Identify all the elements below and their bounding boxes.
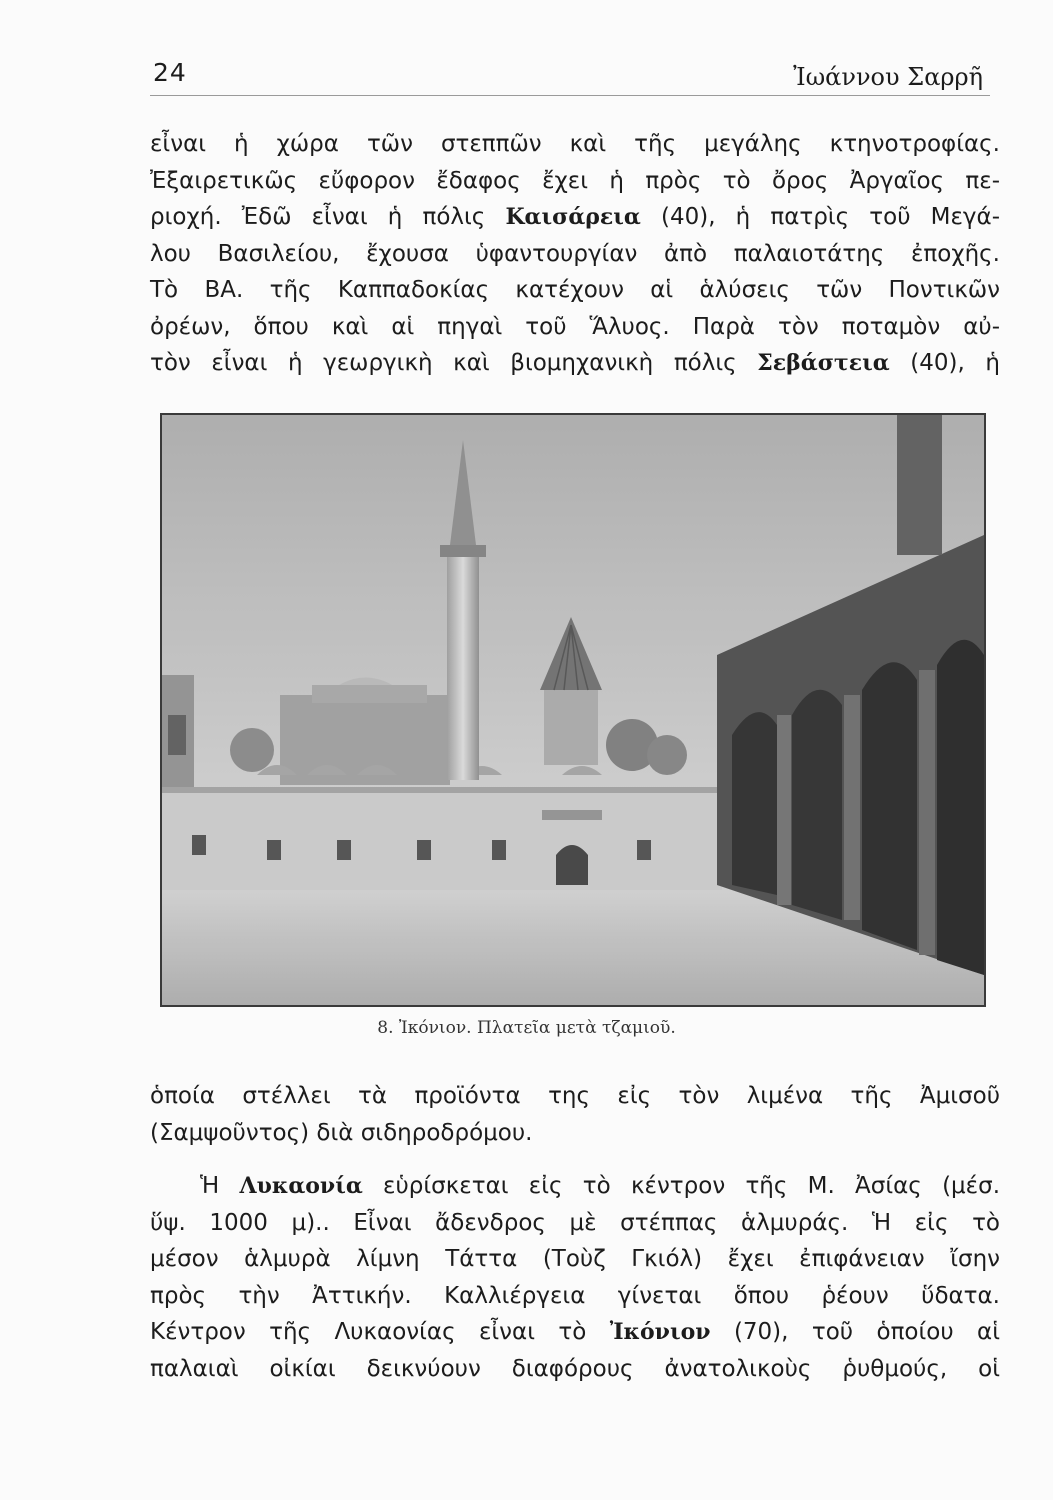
photo-konya-square-mosque (160, 413, 986, 1007)
text-line: εἶναι ἡ χώρα τῶν στεππῶν καὶ τῆς μεγάλης κτηνοτροφίας. (150, 131, 1000, 157)
text-line: ὕψ. 1000 μ).. Εἶναι ἄδενδρος μὲ στέππας ἁλμυράς. Ἡ εἰς τὸ (150, 1209, 1000, 1236)
paragraph-lykaonia (150, 1168, 1000, 1387)
running-head: Ἰωάννου Σαρρῆ (793, 63, 983, 91)
page-number: 24 (153, 58, 187, 87)
place-name-lykaonia: Λυκαονία (239, 1173, 363, 1199)
text-line: Κέντρον τῆς Λυκαονίας εἶναι τὸ Ἰκόνιον (70), τοῦ ὁποίου αἱ (150, 1319, 1000, 1345)
text-line: μέσον ἁλμυρὰ λίμνη Τάττα (Τοὺζ Γκιόλ) ἔχει ἐπιφάνειαν ἴσην (150, 1246, 1000, 1272)
text-line: Ἡ Λυκαονία εὑρίσκεται εἰς τὸ κέντρον τῆς Μ. Ἀσίας (μέσ. (200, 1173, 1001, 1199)
text-line: Τὸ ΒΑ. τῆς Καππαδοκίας κατέχουν αἱ ἁλύσεις τῶν Ποντικῶν (150, 277, 1000, 303)
paragraph-amisos (150, 1078, 1000, 1151)
text-line: ὀρέων, ὅπου καὶ αἱ πηγαὶ τοῦ Ἅλυος. Παρὰ τὸν ποταμὸν αὐ- (150, 313, 1000, 340)
place-name-kaisareia: Καισάρεια (505, 204, 641, 230)
text-line: τὸν εἶναι ἡ γεωργικὴ καὶ βιομηχανικὴ πόλις Σεβάστεια (40), ἡ (150, 350, 1000, 376)
text-line: Ἐξαιρετικῶς εὔφορον ἔδαφος ἔχει ἡ πρὸς τὸ ὄρος Ἀργαῖος πε- (150, 167, 1000, 194)
paragraph-kappadokia (150, 126, 1000, 382)
text-line: λου Βασιλείου, ἔχουσα ὑφαντουργίαν ἀπὸ παλαιοτάτης ἐποχῆς. (150, 240, 1000, 267)
text-line: ὁποία στέλλει τὰ προϊόντα της εἰς τὸν λιμένα τῆς Ἀμισοῦ (150, 1083, 1000, 1109)
place-name-sevasteia: Σεβάστεια (757, 350, 890, 376)
figure-caption: 8. Ἰκόνιον. Πλατεῖα μετὰ τζαμιοῦ. (377, 1018, 676, 1038)
text-line: (Σαμψοῦντος) διὰ σιδηροδρόμου. (150, 1119, 533, 1146)
place-name-ikonion: Ἰκόνιον (609, 1319, 711, 1345)
text-line: πρὸς τὴν Ἀττικήν. Καλλιέργεια γίνεται ὅπου ῥέουν ὕδατα. (150, 1282, 1000, 1309)
text-line: ριοχή. Ἐδῶ εἶναι ἡ πόλις Καισάρεια (40), ἡ πατρὶς τοῦ Μεγά- (150, 204, 1001, 230)
text-line: παλαιαὶ οἰκίαι δεικνύουν διαφόρους ἀνατολικοὺς ῥυθμούς, οἱ (150, 1355, 1000, 1382)
header-rule (150, 95, 990, 96)
